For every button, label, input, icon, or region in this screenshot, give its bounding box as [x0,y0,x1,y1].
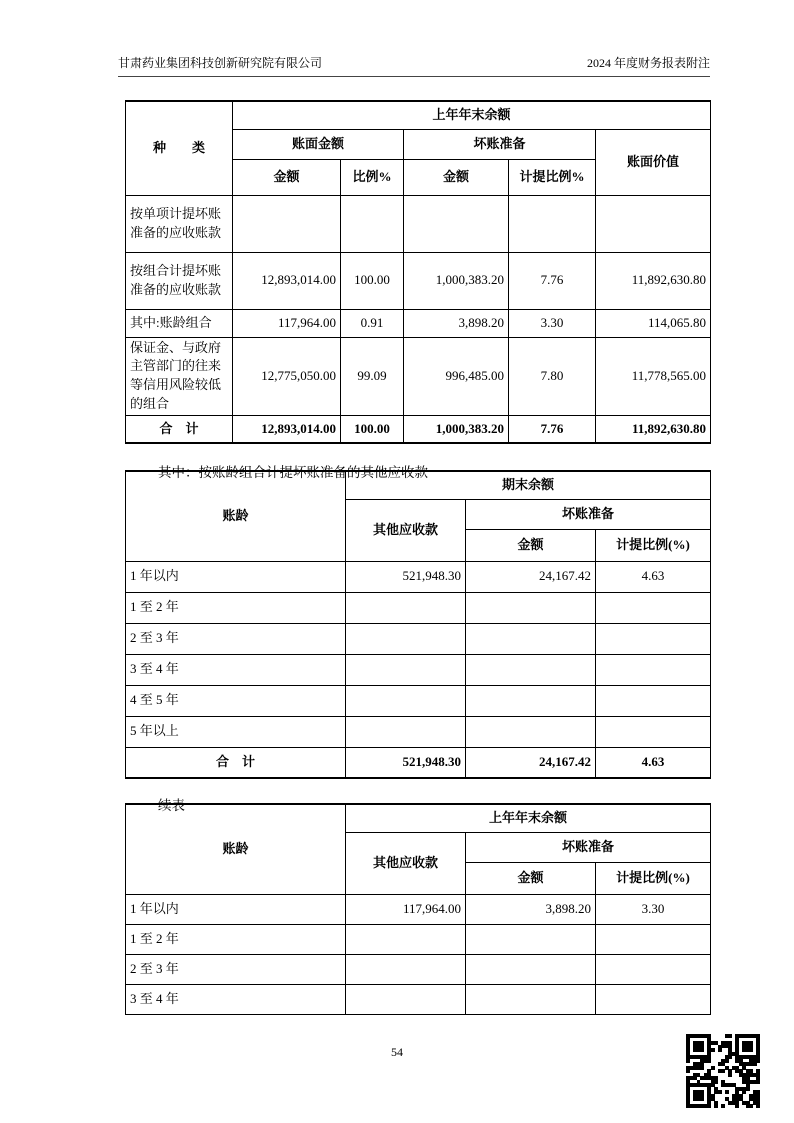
table-cell: 12,775,050.00 [233,337,341,415]
table-cell: 按单项计提坏账准备的应收账款 [126,195,233,252]
table-cell [346,623,466,654]
table-cell: 1,000,383.20 [404,415,509,443]
table-cell [466,592,596,623]
header-prior-year-balance: 上年年末余额 [346,804,711,832]
table-cell: 24,167.42 [466,747,596,778]
table-cell [466,954,596,984]
table-cell: 4.63 [596,747,711,778]
header-bad-debt: 坏账准备 [466,499,711,529]
table-cell: 1 至 2 年 [126,924,346,954]
table-cell [596,195,711,252]
header-ratio: 计提比例(%) [596,529,711,561]
table-cell [404,195,509,252]
table-row [126,924,711,954]
bad-debt-provision-table [125,100,711,444]
table-cell: 4 至 5 年 [126,685,346,716]
table-cell [466,716,596,747]
note-aging-group: 其中：按账龄组合计提坏账准备的其他应收款 [158,464,428,480]
header-book-amount: 账面金额 [233,129,404,159]
note-continued-table: 续表 [158,797,185,813]
header-amount: 金额 [466,862,596,894]
table-cell: 7.76 [509,252,596,309]
header-bad-debt: 坏账准备 [404,129,596,159]
header-period-end-balance: 期末余额 [346,471,711,499]
table-cell [596,623,711,654]
header-bd-ratio: 计提比例% [509,159,596,195]
table-cell: 3,898.20 [466,894,596,924]
table-cell: 3.30 [509,309,596,337]
table-cell: 114,065.80 [596,309,711,337]
table-row [126,561,711,592]
table-cell [346,592,466,623]
table-header-row [126,471,711,499]
header-prior-year-balance: 上年年末余额 [233,101,711,129]
header-ratio: 计提比例(%) [596,862,711,894]
page-header [118,54,710,77]
table-cell: 按组合计提坏账准备的应收账款 [126,252,233,309]
table-cell: 1 至 2 年 [126,592,346,623]
table-cell: 99.09 [341,337,404,415]
table-cell: 24,167.42 [466,561,596,592]
table-cell: 521,948.30 [346,561,466,592]
qr-code-icon [686,1034,760,1108]
table-cell: 11,892,630.80 [596,415,711,443]
table-cell: 1,000,383.20 [404,252,509,309]
table-row [126,592,711,623]
header-amount: 金额 [233,159,341,195]
page-number: 54 [391,1045,403,1059]
header-aging: 账龄 [126,804,346,894]
table-cell: 合 计 [126,415,233,443]
table-row [126,195,711,252]
table-cell [341,195,404,252]
table-cell: 5 年以上 [126,716,346,747]
header-aging: 账龄 [126,471,346,561]
table-row [126,654,711,685]
table-cell [596,592,711,623]
header-book-value: 账面价值 [596,129,711,195]
table-cell [596,685,711,716]
table-cell: 11,778,565.00 [596,337,711,415]
header-bd-amount: 金额 [404,159,509,195]
header-type: 种 类 [126,101,233,195]
aging-period-end-table [125,470,711,779]
table-header-row [126,804,711,832]
table-cell [596,954,711,984]
table-row [126,252,711,309]
table-cell: 其中:账龄组合 [126,309,233,337]
aging-prior-year-table [125,803,711,1015]
table-cell: 12,893,014.00 [233,415,341,443]
table-cell: 4.63 [596,561,711,592]
table-cell: 合 计 [126,747,346,778]
table-cell [346,984,466,1014]
header-other-receivables: 其他应收款 [346,832,466,894]
table-cell: 7.76 [509,415,596,443]
table-cell: 3,898.20 [404,309,509,337]
table-row [126,337,711,415]
table-row [126,716,711,747]
table-cell [596,654,711,685]
report-title: 2024 年度财务报表附注 [586,56,710,70]
header-other-receivables: 其他应收款 [346,499,466,561]
table-cell: 保证金、与政府主管部门的往来等信用风险较低的组合 [126,337,233,415]
table-cell: 996,485.00 [404,337,509,415]
table-cell: 0.91 [341,309,404,337]
table-cell [346,685,466,716]
table-row-total [126,747,711,778]
table-cell: 11,892,630.80 [596,252,711,309]
table-cell [346,954,466,984]
table-cell: 2 至 3 年 [126,954,346,984]
table-cell: 7.80 [509,337,596,415]
table-cell [466,654,596,685]
table-cell: 2 至 3 年 [126,623,346,654]
table-row [126,623,711,654]
table-cell [346,654,466,685]
table-cell: 3 至 4 年 [126,654,346,685]
header-ratio: 比例% [341,159,404,195]
table-cell [466,685,596,716]
table-cell: 117,964.00 [233,309,341,337]
table-cell [596,984,711,1014]
company-name: 甘肃药业集团科技创新研究院有限公司 [118,56,323,70]
table-cell: 117,964.00 [346,894,466,924]
table-cell: 100.00 [341,252,404,309]
table-row [126,685,711,716]
table-cell [596,716,711,747]
table-row [126,954,711,984]
table-row-total [126,415,711,443]
header-bad-debt: 坏账准备 [466,832,711,862]
table-cell [596,924,711,954]
table-row [126,309,711,337]
table-cell [346,924,466,954]
table-cell [466,924,596,954]
table-cell [233,195,341,252]
table-cell: 3.30 [596,894,711,924]
table-cell [509,195,596,252]
table-cell: 1 年以内 [126,561,346,592]
table-cell: 521,948.30 [346,747,466,778]
header-amount: 金额 [466,529,596,561]
table-row [126,984,711,1014]
table-cell [466,623,596,654]
table-cell: 100.00 [341,415,404,443]
table-row [126,894,711,924]
table-cell: 1 年以内 [126,894,346,924]
table-cell [466,984,596,1014]
table-header-row [126,101,711,129]
table-cell: 12,893,014.00 [233,252,341,309]
table-cell: 3 至 4 年 [126,984,346,1014]
table-cell [346,716,466,747]
